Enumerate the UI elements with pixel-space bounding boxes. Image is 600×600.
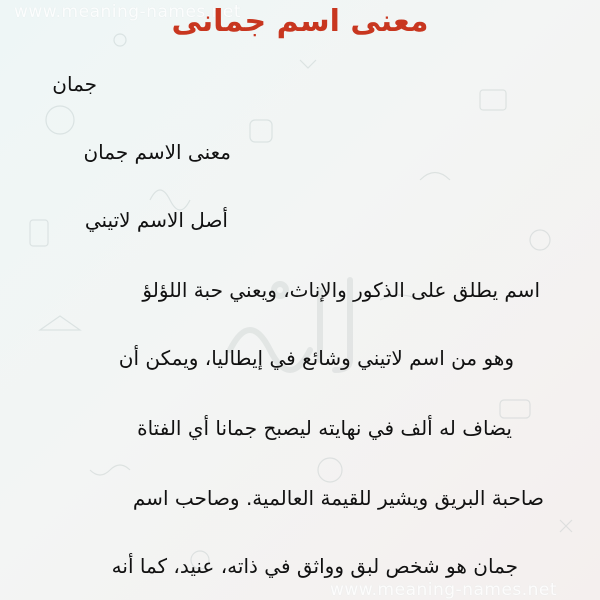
content-line-description: وهو من اسم لاتيني وشائع في إيطاليا، ويمكن أن xyxy=(118,346,514,370)
content-line-description: يضاف له ألف في نهايته ليصبح جمانا أي الفتاة xyxy=(137,416,512,440)
site-watermark-top: www.meaning-names.net xyxy=(14,2,242,22)
content-line-description: جمان هو شخص لبق وواثق في ذاته، عنيد، كما أنه xyxy=(111,554,518,578)
content-line-meaning-heading: معنى الاسم جمان xyxy=(83,140,231,164)
content-line-origin: أصل الاسم لاتيني xyxy=(84,208,228,232)
content-line-description: صاحبة البريق ويشير للقيمة العالمية. وصاحب اسم xyxy=(132,486,544,510)
page-title: معنى اسم جمانى xyxy=(171,4,429,39)
site-watermark-bottom: www.meaning-names.net xyxy=(330,580,558,600)
content-line-description: اسم يطلق على الذكور والإناث، ويعني حبة اللؤلؤ xyxy=(142,278,540,302)
content-line-name: جمان xyxy=(52,72,97,96)
